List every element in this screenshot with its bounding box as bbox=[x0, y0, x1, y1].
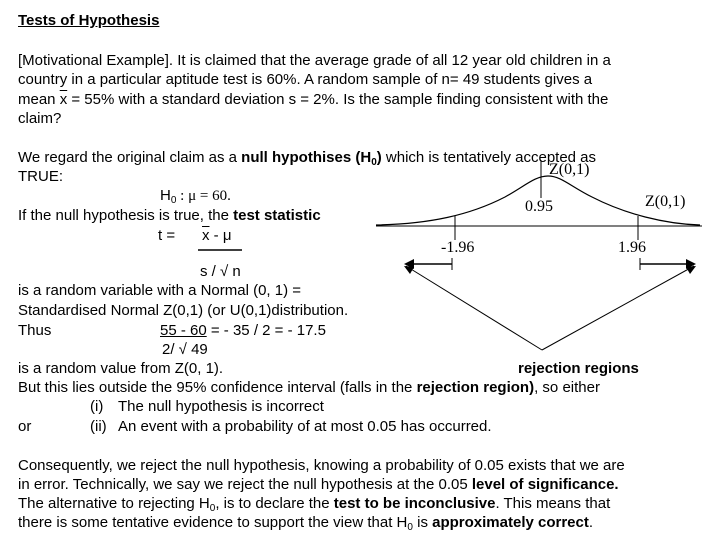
right-critical-label: 1.96 bbox=[618, 239, 646, 256]
standardised-line: Standardised Normal Z(0,1) (or U(0,1)distribution. bbox=[18, 302, 349, 319]
conclusion-line-3: The alternative to rejecting $H_0$, is to declare the test to be inconclusive. This means that bbox=[18, 495, 611, 514]
thus-denominator: 2/ √ 49 bbox=[162, 341, 208, 358]
pointer-left bbox=[406, 266, 542, 350]
t-numerator: $\overline{x}$ - μ bbox=[202, 227, 232, 244]
z-label-right: Z(0,1) bbox=[645, 193, 686, 210]
null-hypothesis-formula: $H_0$ : μ = 60. bbox=[160, 187, 231, 206]
intro-line-3: mean $\overline{x} = 55\%$ with a standard deviation s = 2%. Is the sample finding consistent with the bbox=[18, 91, 609, 108]
reason-text: The null hypothesis is incorrect bbox=[118, 398, 324, 415]
reason-lead: or bbox=[18, 418, 32, 435]
regard-line-1: We regard the original claim as a null hypothises $(H_0)$ which is tentatively accepted as bbox=[18, 149, 597, 168]
t-denominator: s / √ n bbox=[200, 263, 241, 280]
reason-number: (ii) bbox=[90, 418, 107, 435]
random-variable-line: is a random variable with a Normal (0, 1) = bbox=[18, 282, 302, 299]
intro-line-4: claim? bbox=[18, 110, 62, 127]
page-title: Tests of Hypothesis bbox=[18, 12, 160, 29]
rejection-regions-label: rejection regions bbox=[518, 360, 639, 377]
test-statistic-line: If the null hypothesis is true, the test statistic bbox=[18, 207, 321, 224]
pointer-right bbox=[542, 266, 694, 350]
reason-text: An event with a probability of at most 0.05 has occurred. bbox=[118, 418, 492, 435]
conclusion-line-4: there is some tentative evidence to support the view that $H_0$ is approximately correct. bbox=[18, 514, 594, 533]
conclusion-line-2: in error. Technically, we say we reject the null hypothesis at the 0.05 level of significance. bbox=[18, 476, 619, 493]
t-lhs: t = bbox=[158, 227, 176, 244]
x-bar-symbol: $\overline{x}$ bbox=[59, 91, 68, 108]
outside-line: But this lies outside the 95% confidence interval (falls in the rejection region), so either bbox=[18, 379, 600, 396]
center-probability-label: 0.95 bbox=[525, 198, 553, 215]
thus-label: Thus bbox=[18, 322, 52, 339]
reason-number: (i) bbox=[90, 398, 104, 415]
intro-line-2: country in a particular aptitude test is 60%. A random sample of n= 49 students gives a bbox=[18, 71, 593, 88]
z-label-top: Z(0,1) bbox=[549, 161, 590, 178]
regard-line-2: TRUE: bbox=[18, 168, 63, 185]
random-value-line: is a random value from Z(0, 1). bbox=[18, 360, 224, 377]
conclusion-line-1: Consequently, we reject the null hypothesis, knowing a probability of 0.05 exists that we are bbox=[18, 457, 625, 474]
thus-expression: 55 - 60 = - 35 / 2 = - 17.5 bbox=[160, 322, 326, 339]
intro-line-1: [Motivational Example]. It is claimed that the average grade of all 12 year old children in a bbox=[18, 52, 611, 69]
left-critical-label: -1.96 bbox=[441, 239, 475, 256]
